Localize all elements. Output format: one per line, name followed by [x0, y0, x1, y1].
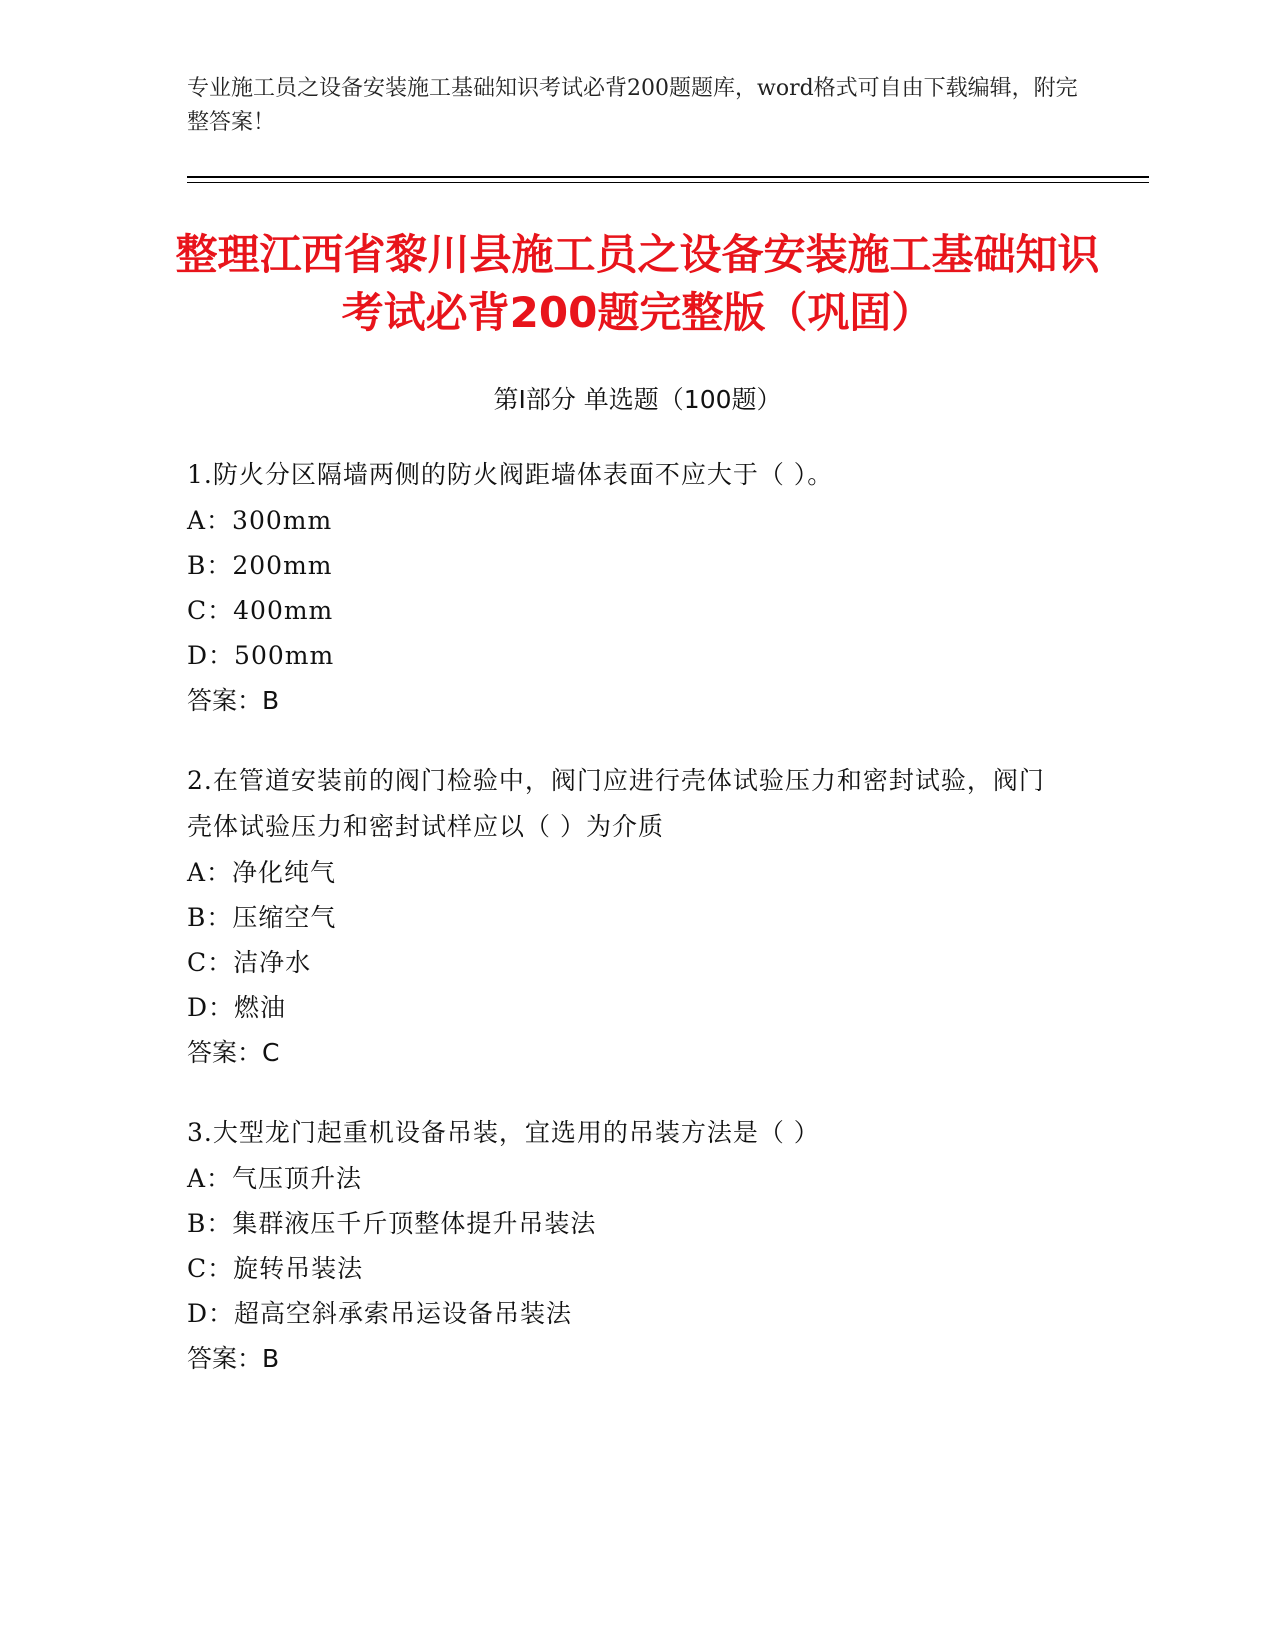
header-rule-thin — [187, 182, 1149, 183]
question-stem: 2.在管道安装前的阀门检验中，阀门应进行壳体试验压力和密封试验，阀门壳体试验压力和密封试样应以（ ）为介质 — [187, 766, 1045, 841]
option-d: D：500mm — [187, 641, 335, 670]
option-c: C：旋转吊装法 — [187, 1254, 364, 1283]
option-a: A：300mm — [187, 506, 333, 535]
option-d: D：燃油 — [187, 993, 287, 1022]
question-stem: 3.大型龙门起重机设备吊装，宜选用的吊装方法是（ ） — [187, 1118, 820, 1147]
option-a: A：气压顶升法 — [187, 1164, 363, 1193]
section-title: 第Ⅰ部分 单选题（100题） — [493, 385, 782, 414]
option-a: A：净化纯气 — [187, 858, 337, 887]
answer: 答案：B — [187, 686, 280, 715]
question-3 — [187, 1110, 1067, 1381]
answer: 答案：B — [187, 1344, 280, 1373]
option-b: B：集群液压千斤顶整体提升吊装法 — [187, 1209, 597, 1238]
question-2 — [187, 758, 1067, 1075]
option-b: B：压缩空气 — [187, 903, 337, 932]
answer: 答案：C — [187, 1038, 280, 1067]
document-title: 整理江西省黎川县施工员之设备安装施工基础知识考试必背200题完整版（巩固） — [175, 230, 1100, 337]
option-c: C：400mm — [187, 596, 334, 625]
option-c: C：洁净水 — [187, 948, 312, 977]
header-rule-thick — [187, 176, 1149, 178]
header-note: 专业施工员之设备安装施工基础知识考试必背200题题库，word格式可自由下载编辑，附完整答案！ — [187, 76, 1078, 135]
question-stem: 1.防火分区隔墙两侧的防火阀距墙体表面不应大于（ ）。 — [187, 460, 834, 489]
option-b: B：200mm — [187, 551, 333, 580]
option-d: D：超高空斜承索吊运设备吊装法 — [187, 1299, 573, 1328]
question-1 — [187, 452, 1067, 723]
